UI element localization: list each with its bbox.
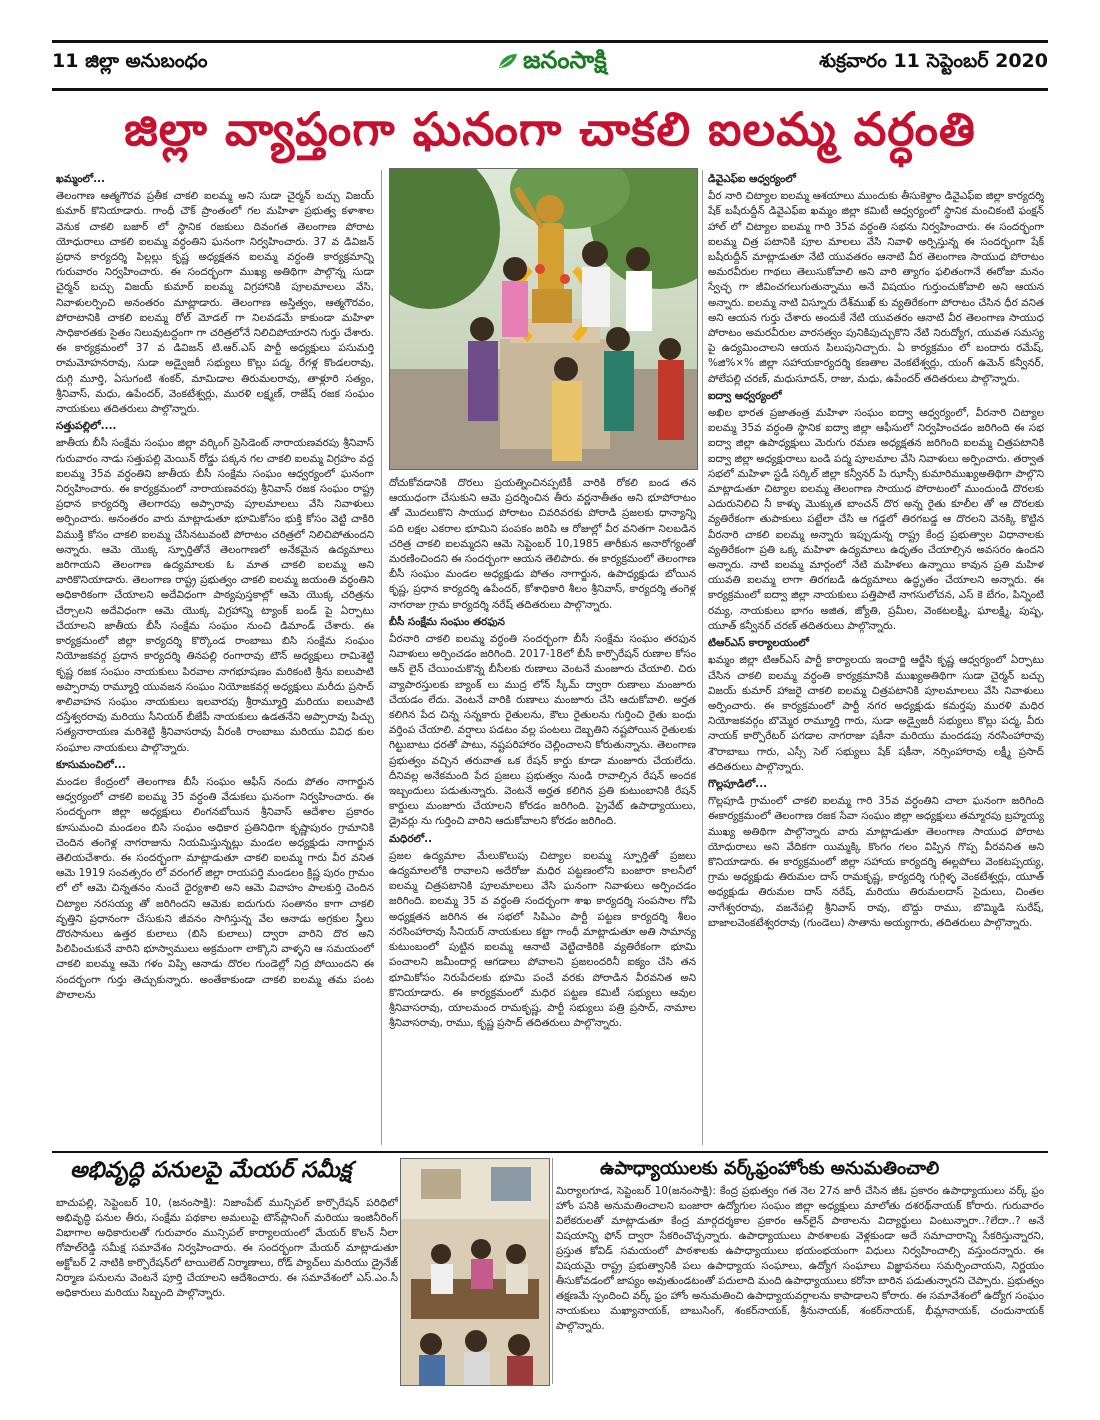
paragraph: వీర నారి చిట్యాల ఐలమ్మ ఆశయాలు ముందుకు తీసుకెళ్దాం డివైఎఫ్ఐ జిల్లా కార్యదర్శి షేక్ బషీరుద్దీన్ డివైఎఫ్ఐ ఖమ్మం జిల్లా కమిటీ ఆధ్వర్యంలో స్థానిక మంచికంటి ఫంక్షన్ హాల్ లో చిట్యాల ఐలమ్మ గారి 35వ వర్ధంతి సభను నిర్వహించారు. ఈ సందర్భంగా ఐలమ్మ చిత్ర పటానికి పూల మాలలు వేసి నివాళి అర్పిస్తున్న ఈ సందర్భంగా షేక్ బషీరుద్దీన్ మాట్లాడుతూ నేటి యువతరం ఆనాటి వీర తెలంగాణ సాయుధ పోరాటం అమరవీరుల గాథలు తెలుసుకోవాలి అని వారి త్యాగం ఫలితంగానే ఈరోజు మనం స్వేచ్ఛ గా జీవించగలుగుతున్నాము అనే విషయం గుర్తుంచుకోవాలి అని ఆయన అన్నారు. ఐలమ్మ నాటి విస్నూరు దేశ్‌ముఖ్ కు వ్యతిరేకంగా పోరాటం చేసిన ధీర వనిత అని ఆయన గుర్తు చేశారు అందుకే నేటి యువతరం ఆనాటి వీర తెలంగాణ సాయుధ పోరాటం అమరవీరుల వారసత్వం పునికిపుచ్చుకొని నేటి నిరుద్యోగ, యువత సమస్య పై ఉద్యమించాలని ఆయన పిలుపునిచ్చారు. ఏ కార్యక్రమం లో బందారు రమేష్, %జి%×% జిల్లా సహాయకార్యదర్శి కణతాల వెంకటేశ్వర్లు, యంగ్ ఉమెన్ కన్వీనర్, పోలేపల్లి చరణ్, మధుసూదన్, రాజు, మధు, ఉపేందర్ తదితరులు పాల్గొన్నారు. <box>708 190 1044 385</box>
paragraph: గొల్లపూడి గ్రామంలో చాకలి ఐలమ్మ గారి 35వ వర్ధంతిని చాలా ఘనంగా జరిగింది ఈకార్యక్రమంలో తెలంగాణ రజక సేవా సంఘం జిల్లా అధ్యక్షులు తమ్మారపు బ్రహ్మయ్య ముఖ్య అతిథిగా పాల్గొన్నారు వారు మాట్లాడుతూ తెలంగాణ సాయుధ పోరాట యోధురాలు అని వేదికగా యిమ్మక్కి కొంగం గలం విప్పిన గొప్ప వీరవనిత అని కొనియాడారు. ఈ కార్యక్రమంలో జిల్లా సహాయ కార్యదర్శి ఈల్లపోలు వెంకటప్పయ్య, గ్రామ అధ్యక్షుడు తిరుమల దాస్ రామకృష్ణ, కార్యదర్శి గుగ్గిళ్ళ వెంకటేశ్వర్లు, యూత్ అధ్యక్షుడు తిరుమల దాస్ నరేష్, మరియు తిరుమలదాస్ సైదులు, చింతల నాగేశ్వరరావు, వజనేపల్లి శ్రీనివాస్ రావు, బొద్దు రాము, బొమ్మిడి సురేష్, బాజాలవెంకటేశ్వరరావు (గుండెలు) సాతాను అయ్యగారు, తదితరులు పాల్గొన్నారు. <box>708 795 1044 929</box>
statue-tribute-photo <box>389 168 698 470</box>
paragraph: జాతీయ బీసీ సంక్షేమ సంఘం జిల్లా వర్కింగ్ ప్రెసిడెంట్ నారాయణవరపు శ్రీనివాస్ గురువారం నాడు సత్తుపల్లి మెయిన్ రోడ్డు పక్కన గల చాకలి ఐలమ్మ విగ్రహం వద్ద ఐలమ్మ 35వ వర్ధంతిని జాతీయ బీసీ సంక్షేమ సంఘం ఆధ్వర్యంలో ఘనంగా నిర్వహించారు. ఈ కార్యక్రమంలో నారాయణవరపు శ్రీనివాస్ రజక సంఘం రాష్ట్ర ప్రధాన కార్యదర్శి తెలగారపు అప్పారావు పూలమాలలు వేసి నివాళులు అర్పించారు. అనంతరం వారు మాట్లాడుతూ భూమికోసం భుక్తి కోసం వెట్టి చాకిరి విముక్తి కోసం చాకలి ఐలమ్మ చేసినటువంటి పోరాటం చరిత్రలో నిలిచిపోతుందని అన్నారు. ఆమె యొక్క స్ఫూర్తితోనే తెలంగాణలో అనేకమైన ఉద్యమాలు జరిగాయని తెలంగాణ ఉద్యమాలకు ఓ మాత చాకలి ఐలమ్మ అని వారికొనియాడారు. తెలంగాణ రాష్ట్ర ప్రభుత్వం చాకలి ఐలమ్మ జయంతి వర్ధంతిని అధికారికంగా చేయాలని అదేవిధంగా పాఠ్యపుస్తకాల్లో ఆమె యొక్క చరిత్రను చేర్చాలని అదేవిధంగా ఆమె యొక్క విగ్రహాన్ని ట్యాంక్ బండ్ పై ఏర్పాటు చేయాలని జాతీయ బీసీ సంక్షేమ సంఘం నుంచి డిమాండ్ చేశారు. ఈ కార్యక్రమంలో జిల్లా కార్యదర్శి కొర్కొండ రాంబాబు బిసి సంక్షేమ సంఘం నియోజకవర్గ ప్రధాన కార్యదర్శి తినపల్లి రంగారావు టౌన్ అధ్యక్షులు రామిశెట్టి కృష్ణ రజక సంఘం నాయకులు పిరవాల నాగభూషణం మరికంటి శ్రీను ఐలుపాటి అప్పారావు రామ్మూర్తి యువజన సంఘం నియోజకవర్గ అధ్యక్షులు మరీదు ప్రసాద్ శాలివాహన సంఘం నాయకులు ఇలవారపు శ్రీరామ్మూర్తి మరియు ఐలుపాటి దస్తేశ్వరరావు మరియు సీనియర్ బీజేపీ నాయకులు ఉడతనేని అప్పారావు పిచ్చు సత్యనారాయణ మరిశెట్టి శ్రీనివాసరావు వీరంకి రాంబాబు మరియు వివిధ కుల సంఘాల నాయకులు పాల్గొన్నారు. <box>56 437 374 754</box>
page-number: 11 <box>52 50 79 72</box>
page-date: శుక్రవారం 11 సెప్టెంబర్ 2020 <box>819 50 1048 72</box>
subhead: ఖమ్మంలో... <box>56 173 106 185</box>
article-column-1 <box>56 170 374 1145</box>
paragraph: అఖిల భారత ప్రజాతంత్ర మహిళా సంఘం ఐద్వా ఆధ్వర్యంలో, వీరనారి చిట్యాల ఐలమ్మ 35వ వర్ధంతి స్థానిక ఐద్వా జిల్లా ఆఫీసులో నిర్వహించడం జరిగింది ఈ సభ ఐద్వా జిల్లా ఉపాధ్యక్షులు మెరుగు రమణ అధ్యక్షతన జరిగింది ఐలమ్మ చిత్రపటానికి ఐద్వా జిల్లా అధ్యక్షురాలు బండి పద్మ పూలమాల వేసి నివాళులు అర్పించారు. తర్వాత సభలో మహిళా స్టడీ సర్కిల్ జిల్లా కన్వీనర్ పి ఝాన్సీ కుమారిముఖ్యఅతిథిగా పాల్గొని మాట్లాడుతూ చిట్యాల ఐలమ్మ తెలంగాణ సాయుధ పోరాటంలో ముందుండి దొరలకు ఎదురునిలిచి నీ కాళ్ళు మొక్కుత బాంచన్ దొర అన్న రైతు కూలీల తో ఆ దొరలకు వ్యతిరేకంగా తుపాకులు పట్టేలా చేసి ఆ గడ్డలో తిరగబడ్డ ఆ దొరలని వెనక్కి కొట్టిన వీరనారి చాకలి ఐలమ్మ అన్నారు ఇప్పుడున్న రాష్ట్ర కేంద్ర ప్రభుత్వాల విధానాలకు వ్యతిరేకంగా ప్రతి ఒక్క మహిళా ఉద్యమాలు ఉధృతం చేయాల్సిన అవసరం ఉందని అన్నారు. నాటి ఐలమ్మ మార్గంలో నేటి మహిళలు ఉన్నాయి కావున ప్రతి మహిళ యువతి ఐలమ్మ లాగా తిరగబడి ఉద్యమాలు ఉద్ధృతం చేయాలని అన్నారు. ఈ కార్యక్రమంలో ఐద్వా జిల్లా నాయకులు పత్తిపాటి నాగసులోచన, ఎస్ కె బేగం, పిన్నింటి రమ్య, నాయకులు భాగం అజిత, జ్యోతి, ప్రమీల, వెంకటలక్ష్మి, ఘాలక్ష్మి, పుష్ప, యూత్ కన్వీనర్ చరణ్ తదితరులు పాల్గొన్నారు. <box>708 407 1044 632</box>
page-section <box>52 50 208 77</box>
subhead: గొల్లపూడిలో... <box>708 777 768 790</box>
subhead: సత్తుపల్లిలో.... <box>56 420 117 433</box>
subhead: ఐద్వా ఆధ్వర్యంలో <box>708 389 782 402</box>
subhead: మధిరలో.. <box>389 832 433 845</box>
article-column-3 <box>708 170 1044 1145</box>
leaf-icon <box>497 52 519 70</box>
paragraph: తెలంగాణ ఆత్మగౌరవ ప్రతీక చాకలి ఐలమ్మ అని సుడా చైర్మన్ బచ్చు విజయ్ కుమార్ కొనియాడారు. గాంధీ చౌక్ ప్రాంతంలో గల మహిళా ప్రభుత్వ కళాశాల వెనుక చాకలి బజార్ లో స్థానిక రజకులు దివంగత తెలంగాణ పోరాట యోధురాలు చాకలి ఐలమ్మ వర్ధంతిని ఘనంగా నిర్వహించారు. 37 వ డివిజన్ ప్రధాన కార్యదర్శి పిల్లల్లు కృష్ణ అధ్యక్షతన ఐలమ్మ వర్ధంతి కార్యక్రమాన్ని గురువారం నిర్వహించారు. ఈ సందర్భంగా ముఖ్య అతిథిగా పాల్గొన్న సుడా చైర్మన్ బచ్చు విజయ్ కుమార్ ఐలమ్మ విగ్రహానికి పూలమాలలు వేసి, నివాళులర్పించి అనంతరం మాట్లాడారు. తెలంగాణ అస్తిత్వం, ఆత్మగౌరవం, పోరాటానికి చాకలి ఐలమ్మ రోల్ మోడల్ గా నిలవడమే కాకుండా మహిళా సాధికారతకు సైతం నిలువుటద్దంగా గా చరిత్రలోనే నిలిచిపోయారని గుర్తు చేశారు. ఈ కార్యక్రమంలో 37 వ డివిజన్ టి.ఆర్.ఎస్ పార్టీ అధ్యక్షులు పసుమర్తి రామమోహనరావు, సుడా అడ్వైజరీ సభ్యులు కొల్లు పద్మ, రేగళ్ల కొండలరావు, దుగ్గి మూర్తి, ఏసుగంటి శంకర్, మామిడాల తిరుమలరావు, తాళ్లూరి సత్యం, శ్రీనివాస్, మధు, ఉపేందర్, వెంకటేశ్వర్లు, మురళి లక్ష్మణ్, రాజేష్ రజక సంఘం నాయకులు తదితరులు పాల్గొన్నారు. <box>56 190 374 416</box>
story3-body: మిర్యాలగూడ, సెప్టెంబర్ 10(జనంసాక్షి): కేంద్ర ప్రభుత్వం గత నెల 27న జారీ చేసిన జీఓ ప్రకారం ఉపాధ్యాయులు వర్క్ ఫ్రం హోం పనికి అనుమతించాలని బంజారా ఉద్యోగుల సంఘం జిల్లా అధ్యక్షులు మాలోతు దశరథ్‌నాయక్ కోరారు. గురువారం విలేకరులతో మాట్లాడుతూ కేంద్ర మార్గదర్శకాల ప్రకారం ఆన్‌లైన్ పాఠాలను విద్యార్థులు వింటున్నారా..?లేదా..? అనే విషయాన్ని ఫోన్ ద్వారా సేకరించొచ్చన్నారు. ఉపాధ్యాయులు పాఠశాలకు వెళ్లకుండా అదే సమాచారాన్ని సేకరిస్తున్నారని, ప్రస్తుత కోవిడ్ సమయంలో పాఠశాలకు ఉపాధ్యాయులు భయంభయంగా విధులు నిర్వహించాల్సి వస్తుందన్నారు. ఈ విషయమై రాష్ట్ర ప్రభుత్వానికి పలు ఉపాధ్యాయ సంఘాలు, ఉద్యోగ సంఘాలు విజ్ఞాపనలు సమర్పించాయని, నిర్ణయం తీసుకోవడంలో జాప్యం అవుతుండటంతో పదులాది మంది ఉపాధ్యాయులు కరోనా బారిన పడుతున్నారని చెప్పారు. ప్రభుత్వం తక్షణమే స్పందించి వర్క్ ఫ్రం హోం అనుమతించి ఉపాధ్యాయవర్గాలను కాపాడాలని కోరారు. ఈ సమావేశంలో ఉద్యోగ సంఘం నాయకులు మఖ్యానాయక్, బాబుసింగ్, శంకర్‌నాయక్, శ్రీనునాయక్, శంకర్‌నాయక్, భీమ్లానాయక్, చందునాయక్ పాల్గొన్నారు. <box>556 1185 1044 1332</box>
article-column-2 <box>389 476 696 1144</box>
page-header <box>52 44 1048 86</box>
mayor-meeting-photo <box>400 1158 550 1386</box>
story2-headline: అభివృద్ధి పనులపై మేయర్ సమీక్ష <box>70 1158 352 1183</box>
paragraph: మండల కేంద్రంలో తెలంగాణ బీసీ సంఘం ఆఫీస్ నందు పోతం నాగార్జున ఆధ్వర్యంలో చాకలి ఐలమ్మ 35 వర్ధంతి వేడుకలు ఘనంగా నిర్వహించారు. ఈ సందర్భంగా జిల్లా అధ్యక్షులు లింగనబోయిన శ్రీనివాస్ ఆదేశాల ప్రకారం కూసుమంచి మండలం బిసి సంఘం అధికార ప్రతినిధిగా కృష్ణాపురం గ్రామానికి చెందిన తంగెళ్ల నాగరాజును నియమిస్తున్నట్లు మండల అధ్యక్షుడు నాగార్జున తెలియచేశారు. ఈ సందర్భంగా మాట్లాడుతూ చాకలి ఐలమ్మ గారు వీర వనిత ఆమె 1919 సంవత్సరం లో వరంగల్ జిల్లా రాయపర్తి మండలం క్రిష్ణ పురం గ్రామం లో లో ఆమె చిన్నతనం నుంచే ధైర్యశాలి అని ఆమె వివాహం పాలకుర్తి చెందిన చిట్యాల నరసయ్య తో జరిగిందని ఆమెకు ఐదుగురు సంతానం కాగా చాకలి వృత్తిని ప్రధానంగా చేసుకుని జీవనం సాగిస్తున్న వేల ఆనాడు అగ్రకుల స్త్రీలు దొరసానులు ఉత్తర కులాలు (బిసి కులాలు) ద్వారా వారిని దొర అని పిలిపించుకునే వారిని భూస్వాములు అక్రమంగా లాక్కొని వాళ్ళని ఆ సమయంలో చాకలి ఐలమ్మ ఆమె గళం విప్పి ఆనాడు దొరల గుండెల్లో నిద్ర పోయిందని ఈ సందర్భంగా గుర్తు తెచ్చుకున్నారు. అంతేకాకుండా చాకలి ఐలమ్మ తమ పంట పొలాలను <box>56 775 374 1001</box>
story3-headline: ఉపాధ్యాయులకు వర్క్‌ఫ్రంహోంకు అనుమతించాలి <box>600 1158 940 1179</box>
main-headline: జిల్లా వ్యాప్తంగా ఘనంగా చాకలి ఐలమ్మ వర్ధంతి <box>124 102 976 156</box>
paragraph: వీరనారి చాకలి ఐలమ్మ వర్ధంతి సందర్భంగా బీసీ సంక్షేమ సంఘం తరఫున నివాళులు అర్పించడం జరిగింది. 2017-18లో బీసీ కార్పొరేషన్ రుణాల కోసం ఆన్ లైన్ చేయించుకొన్న బీసీలకు రుణాలు వెంటనే మంజూరు చేయాలి. చిరు వ్యాపారస్తులకు బ్యాంక్ లు ముద్ర లోన్ స్కీమ్ ద్వారా రుణాలు మంజూరు చేయడం లేదు. వెంటనే వారికి రుణాలు మంజూరు చేసి ఆదుకోవాలి. అర్హత కలిగిన పేద చిన్న సన్నకారు రైతులను, కౌలు రైతులను గుర్తించి రైతు బంధు వర్తింప చేయాలి. వర్షాలు పడటం వల్ల పంటలు దెబ్బతిని నష్టపోయిన రైతులకు గిట్టుబాటు ధరతో పాటు, నష్టపరిహారం చెల్లించాలని కోరుతున్నాను. తెలంగాణ ప్రభుత్వం వచ్చిన తరువాత ఒక రేషన్ కార్డు కూడా మంజూరు చేయలేదు. దీనివల్ల అనేకమంది పేద ప్రజలు ప్రభుత్వం నుండి రావాల్సిన రేషన్ అందక ఇబ్బందులు పడుతున్నారు. వెంటనే అర్హత కలిగిన ప్రతి కుటుంబానికి రేషన్ కార్డులు మంజూరు చేయాలని కోరడం జరిగింది. ప్రైవేట్ ఉపాధ్యాయులు, డ్రైవర్లు ను గుర్తించి వారిని ఆదుకోవాలని కోరడం జరిగింది. <box>389 633 696 828</box>
subhead: కూసుమంచిలో... <box>56 758 126 771</box>
logo-text: జనంసాక్షి <box>523 46 607 74</box>
column-divider <box>702 170 703 1145</box>
subhead: డివైఎఫ్ఐ ఆధ్వర్యంలో <box>708 173 796 185</box>
subhead: బీసీ సంక్షేమ సంఘం తరఫున <box>389 615 505 628</box>
photo-graphic <box>401 1159 549 1385</box>
column-divider <box>381 170 382 1145</box>
paragraph: దోచుకోవడానికి దొరలు ప్రయత్నించినప్పటికీ వారికి రోకలి బండ తన ఆయుధంగా చేసుకుని ఆమె ప్రదర్శించిన తీరు వర్ణనాతీతం అని భూపోరాటం తో మొదలుకొని సాయుధ పోరాటం చివరివరకు పోరాడి ప్రజలకు ధాన్యాన్ని పది లక్షల ఎకరాల భూమిని పంపకం జరిపి ఆ రోజుల్లో వీర వనితగా నిలబడిన చరిత్ర చాకలి ఐలమ్మదని ఆమె సెప్టెంబర్ 10,1985 తారీకున అనారోగ్యంతో మరణించిందని ఈ సందర్భంగా ఆయన తెలిపారు. ఈ కార్యక్రమంలో తెలంగాణ బీసీ సంఘం మండల అధ్యక్షుడు పోతం నాగార్జున, ఉపాధ్యక్షుడు బోయిన కృష్ణ, ప్రధాన కార్యదర్శి ఉపేందర్, కోశాధికారి శీలం శ్రీనివాస్, కార్యదర్శి తంగెళ్ల నాగరాజు గ్రామ కార్యదర్శి నరేష్ తదితరులు పాల్గొన్నారు. <box>389 477 696 611</box>
photo-graphic <box>390 169 697 469</box>
subhead: టిఆర్ఎస్ కార్యాలయంలో <box>708 637 809 650</box>
section-name: జిల్లా అనుబంధం <box>85 50 208 72</box>
top-rule <box>52 40 1048 43</box>
header-rule <box>52 88 1048 91</box>
story2-body: బాచుపల్లి, సెప్టెంబర్ 10, (జనంసాక్షి): నిజాంపేట్ మున్సిపల్ కార్పొరేషన్ పరిధిలో అభివృద్ధి పనుల తీరు, సంక్షేమ పథకాల అమలుపై టౌన్‌ప్లానింగ్ మరియు ఇంజినీరింగ్ విభాగాల అధికారులతో గురువారం మున్సిపల్ కార్యాలయంలో మేయర్ కొలన్ నీలా గోపాల్‌రెడ్డి సమీక్ష సమావేశం నిర్వహించారు. ఈ సందర్భంగా మేయర్ మాట్లాడుతూ అక్టోబర్ 2 నాటికి కార్పొరేషన్‌లో టాయిలెట్ నిర్మాణాలు, రోడ్ ప్యాచ్‌లు మరియు డ్రైనేజ్ నిర్మాణ పనులను వెంటనే పూర్తి చేయాలని ఆదేశించారు. ఈ సమావేశంలో ఎస్.ఎం.సీ అధికారులు మరియు సిబ్బంది పాల్గొన్నారు. <box>56 1197 398 1299</box>
paragraph: ప్రజల ఉద్యమాల మేలుకొలుపు చిట్యాల ఐలమ్మ స్ఫూర్తితో ప్రజలు ఉద్యమాలలోకి రావాలని అదేరోజు మధిర పట్టణంలోని బంజారా కాలనీలో ఐలమ్మ చిత్రపటానికి పూలమాలలు వేసి ఘనంగా నివాళులు అర్పించడం జరిగింది. ఐలమ్మ 35 వ వర్ధంతి సందర్భంగా శాఖ కార్యదర్శి సంపసాల గోపి అధ్యక్షతన జరిగిన ఈ సభలో సిపిఎం పార్టీ పట్టణ కార్యదర్శి శీలం నరసింహారావు సీనియర్ నాయకులు కట్టా గాంధీ మాట్లాడుతూ అతి సామాన్య కుటుంబంలో పుట్టిన ఐలమ్మ ఆనాటి వెట్టిచాకిరికి వ్యతిరేకంగా భూమి పంచాలని జమీందార్ల ఆగడాలు పోవాలని ప్రజలందరినీ ఐక్యం చేసి తన భూమికోసం నిరుపేదలకు భూమి పంచే వరకు పోరాడిన వీరవనిత అని కొనియాడారు. ఈ కార్యక్రమంలో మధిర పట్టణ కమిటీ సభ్యులు ఆవుల శ్రీనివాసరావు, యాలమంద రామకృష్ణ, పార్టీ సభ్యులు పత్రి ప్రసాద్, నామాల శ్రీనివాసరావు, రాము, కృష్ణ ప్రసాద్ తదితరులు పాల్గొన్నారు. <box>389 849 696 1030</box>
newspaper-logo <box>497 46 607 80</box>
column-divider <box>552 1158 553 1384</box>
section-divider <box>52 1151 1048 1153</box>
paragraph: ఖమ్మం జిల్లా టిఆర్ఎస్ పార్టీ కార్యాలయ ఇంచార్జి ఆర్జేసి కృష్ణ ఆధ్వర్యంలో ఏర్పాటు చేసిన చాకలి ఐలమ్మ వర్ధంతి కార్యక్రమానికి ముఖ్యఅతిథిగా సుడా చైర్మన్ బచ్చు విజయ్ కుమార్ హాజరై చాకలి ఐలమ్మ చిత్రపటానికి పూలమాలలు వేసి నివాళులు అర్పించారు. ఈ కార్యక్రమంలో పార్టీ నగర అధ్యక్షుడు కమర్తపు మురళి మధిర నియోజకవర్గం బొమ్మెర రామ్మూర్తి గారు, సుడా అడ్వైజరీ సభ్యులు కొల్లు పద్మ, వీరు నాయక్ కార్పొరేటర్ పగడాల నాగరాజు షకీనా మరియు మందడపు నరసింహారావు శౌరాబాబు గారు, ఎస్సీ సెల్ సభ్యులు షేక్ షకీనా, నర్సింహారావు లక్ష్మీ ప్రసాద్ తదితరులు పాల్గొన్నారు. <box>708 654 1044 773</box>
